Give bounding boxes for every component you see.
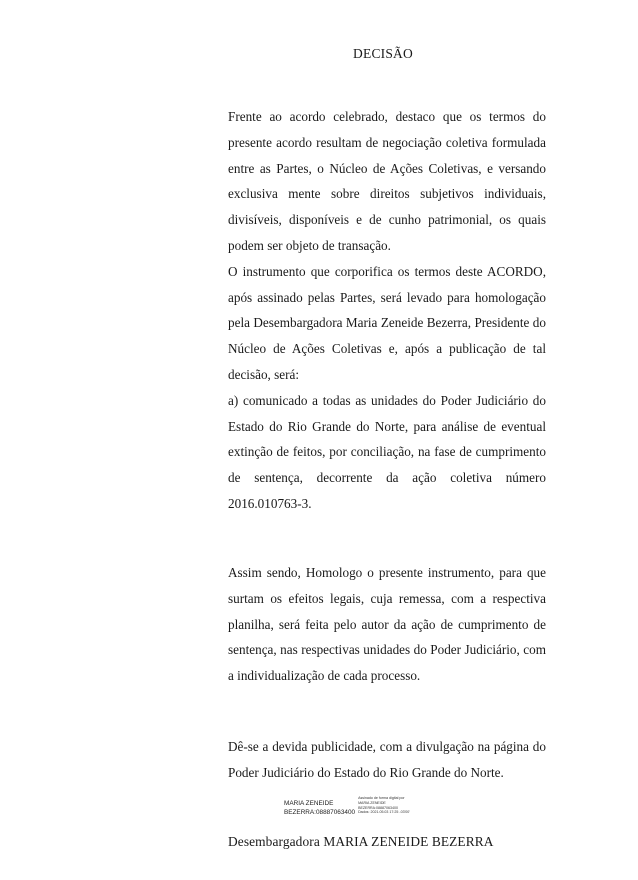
digital-signature-stamp	[284, 796, 444, 822]
paragraph-instrument: O instrumento que corporifica os termos deste ACORDO, após assinado pelas Partes, será levado para homologação pela Desembargadora Maria Zeneide Bezerra, Presidente do Núcleo de Ações Coletivas e, após a publicação de tal decisão, será:	[228, 263, 546, 382]
signature-stamp-details	[358, 796, 410, 815]
paragraph-agreement: Frente ao acordo celebrado, destaco que os termos do presente acordo resultam de negociação coletiva formulada entre as Partes, o Núcleo de Ações Coletivas, e versando exclusiva mente sobre direitos subjetivos individuais, divisíveis, disponíveis e de cunho patrimonial, os quais podem ser objeto de transação.	[228, 109, 546, 253]
signature-detail-1: Assinado de forma digital por	[358, 796, 405, 800]
signature-detail-3: BEZERRA:08887063400	[358, 805, 399, 810]
signature-stamp-name-line-1: MARIA ZENEIDE	[284, 800, 334, 807]
paragraph-homologation: Assim sendo, Homologo o presente instrumento, para que surtam os efeitos legais, cuja remessa, com a respectiva planilha, será feita pelo autor da ação de cumprimento de sentença, nas respectivas unidades do Poder Judiciário, com a individualização de cada processo.	[228, 565, 546, 684]
document-title: DECISÃO	[353, 46, 413, 61]
body-section-2	[228, 560, 546, 689]
signature-detail-4: Dados: 2021.05.03 17:25 -03'00'	[358, 810, 410, 815]
signature-stamp-name	[284, 796, 355, 817]
body-section-1	[228, 104, 546, 517]
signature-detail-2: MARIA ZENEIDE	[358, 800, 386, 805]
signature-stamp-name-line-2: BEZERRA:08887063400	[284, 809, 356, 816]
signer-line: Desembargadora MARIA ZENEIDE BEZERRA	[228, 834, 494, 849]
paragraph-publicity: Dê-se a devida publicidade, com a divulgação na página do Poder Judiciário do Estado do Rio Grande do Norte.	[228, 739, 546, 780]
body-section-3	[228, 734, 546, 786]
paragraph-item-a: a) comunicado a todas as unidades do Poder Judiciário do Estado do Rio Grande do Norte, para análise de eventual extinção de feitos, por conciliação, na fase de cumprimento de sentença, decorrente da ação coletiva número 2016.010763-3.	[228, 392, 546, 511]
